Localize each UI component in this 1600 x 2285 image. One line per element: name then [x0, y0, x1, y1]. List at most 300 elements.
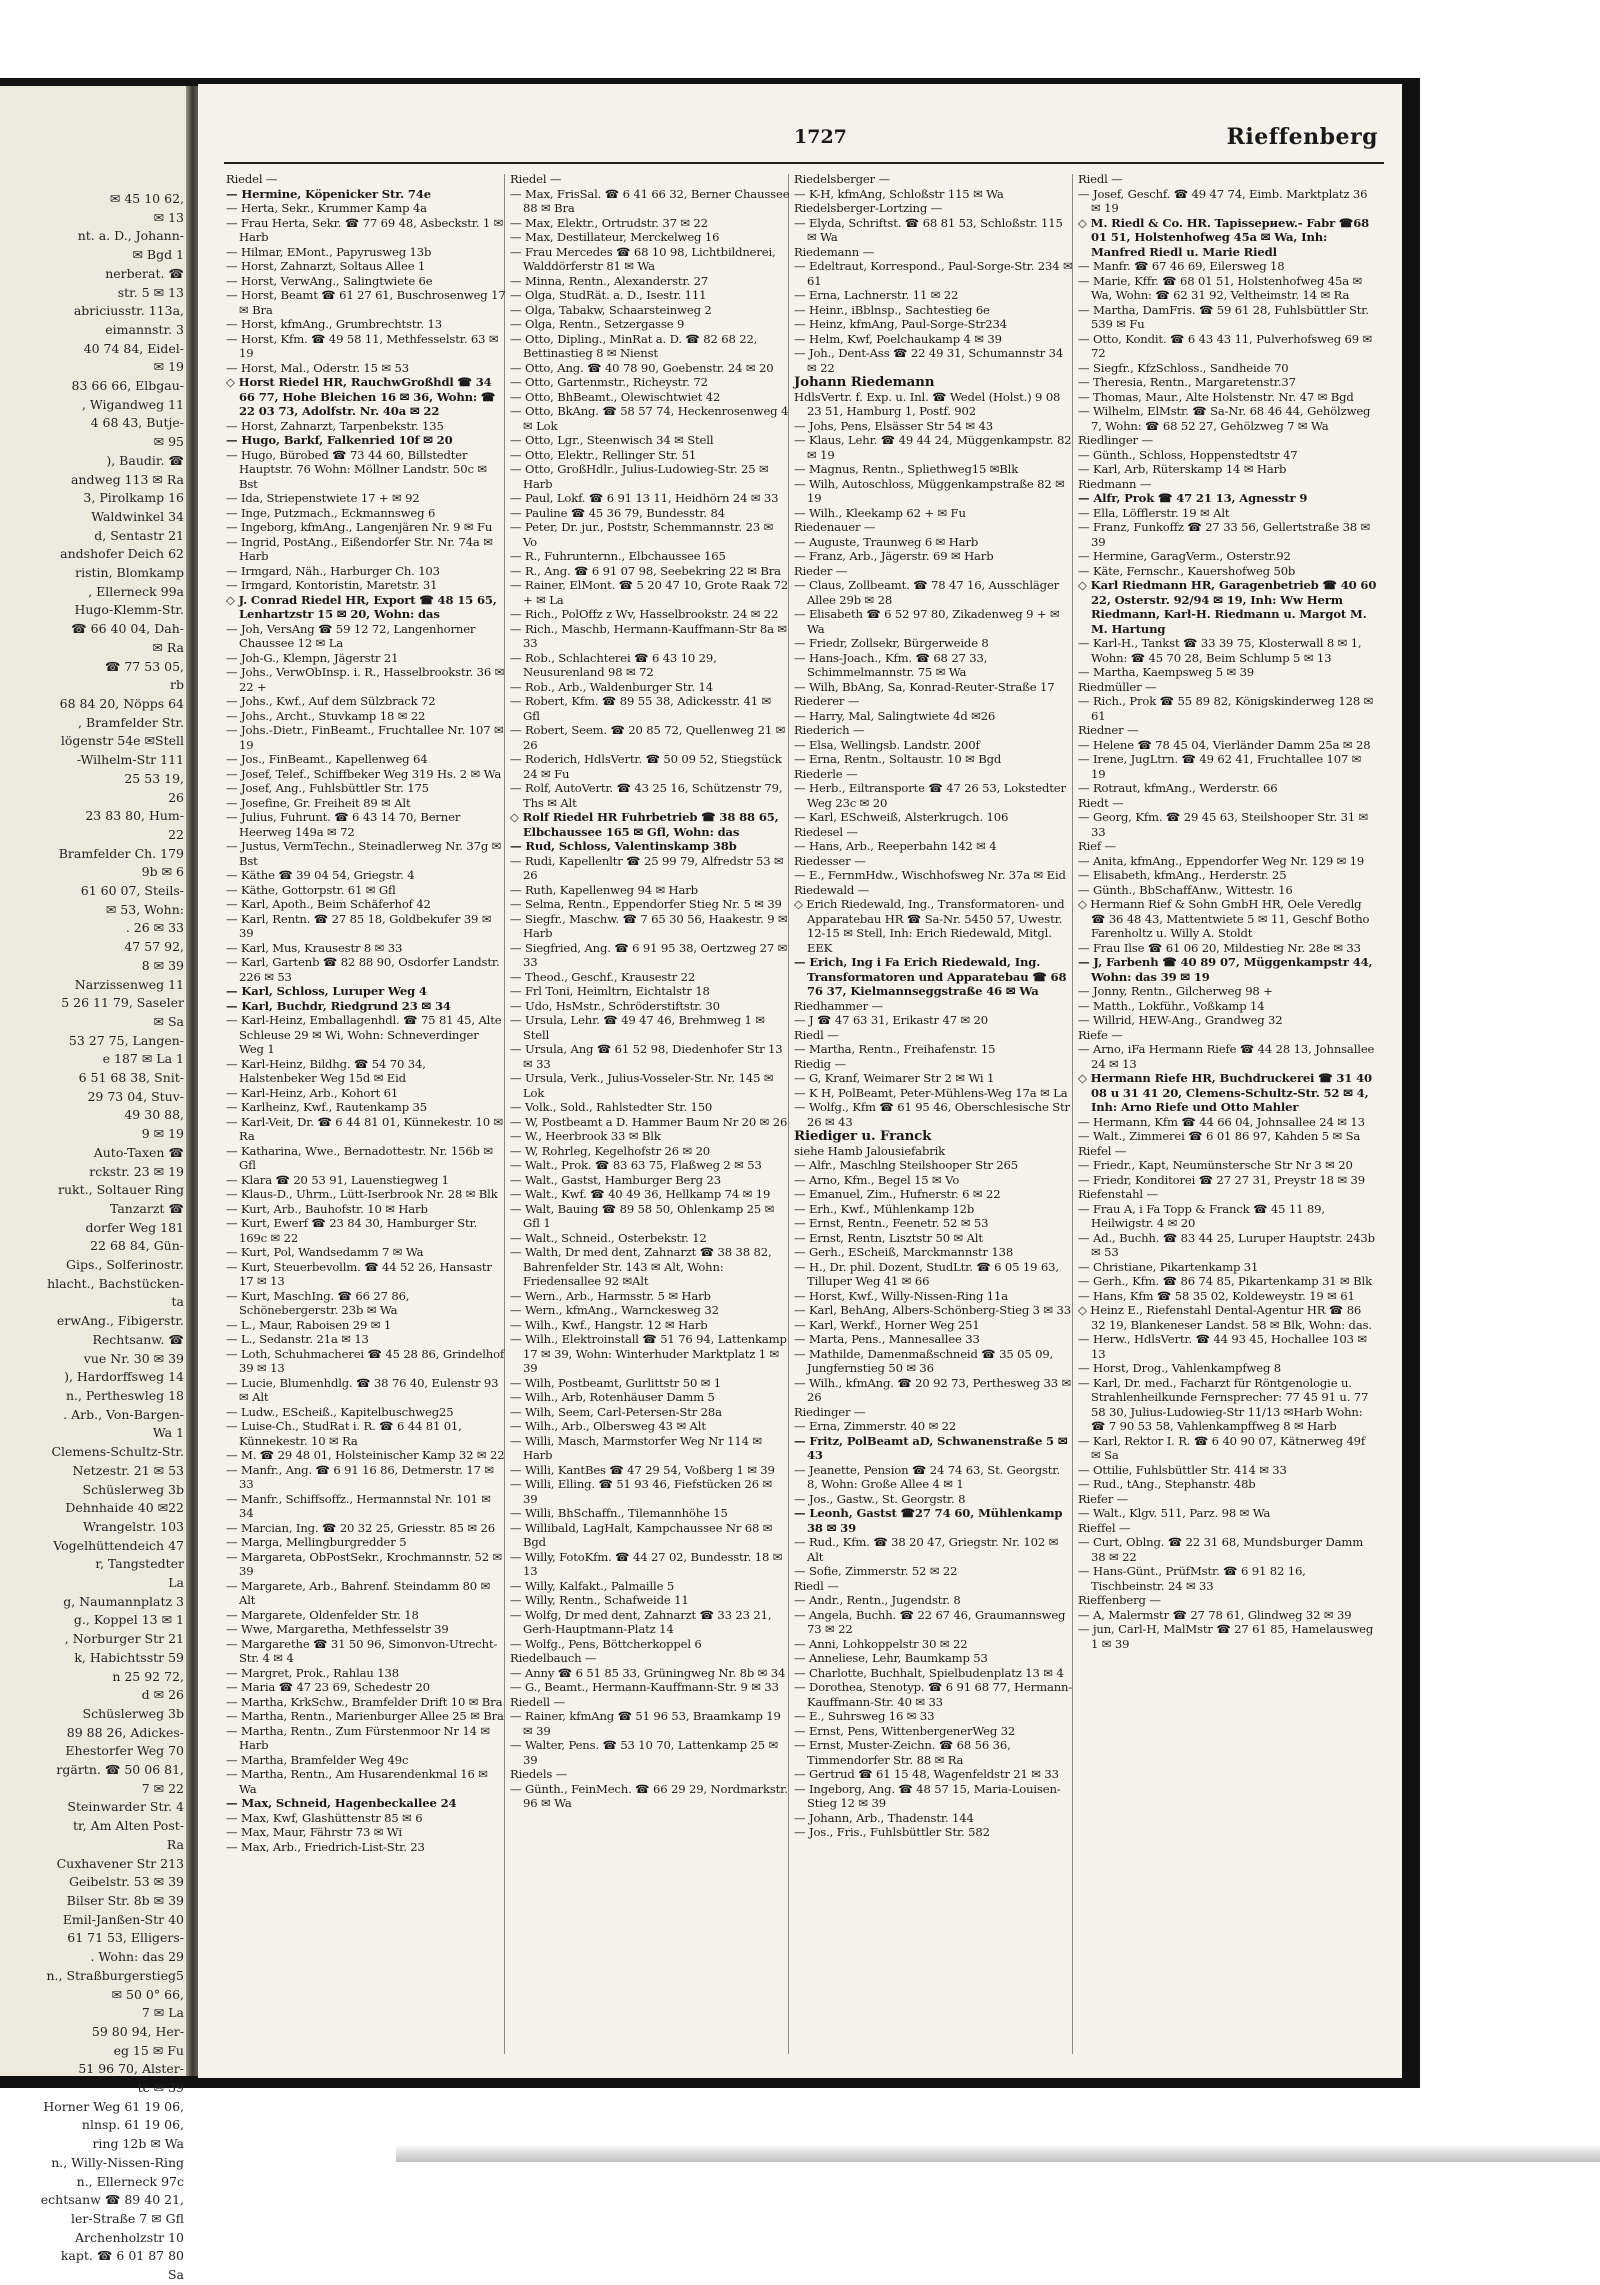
directory-entry: — Erna, Rentn., Soltaustr. 10 ✉ Bgd — [794, 752, 1002, 766]
directory-entry: ◇ Karl Riedmann HR, Garagenbetrieb ☎ 40 60 22, Osterstr. 92/94 ✉ 19, Inh: Ww Herm Riedmann, Karl-H. Riedmann u. Margot M. M. Hartung — [1078, 578, 1377, 636]
left-page-line: Horner Weg 61 19 06, — [43, 2098, 184, 2114]
directory-entry: — Karl-Veit, Dr. ☎ 6 44 81 01, Künnekestr. 10 ✉ Ra — [226, 1114, 504, 1143]
left-page-line: ler-Straße 7 ✉ Gfl — [70, 2210, 184, 2226]
directory-entry: — Martha, Rentn., Zum Fürstenmoor Nr 14 ✉ Harb — [226, 1723, 490, 1752]
directory-entry: — Johs, Pens, Elsässer Str 54 ✉ 43 — [794, 418, 993, 433]
directory-entry: — R., Ang. ☎ 6 91 07 98, Seebekring 22 ✉ Bra — [510, 563, 781, 578]
left-page-line: n., Willy-Nissen-Ring — [51, 2154, 184, 2170]
directory-entry: — Wilh., Elektroinstall ☎ 51 76 94, Lattenkamp 17 ✉ 39, Wohn: Winterhuder Marktplatz 1 ✉ 39 — [510, 1332, 787, 1375]
left-page-line: lögenstr 54e ✉Stell — [60, 733, 184, 749]
left-page-line: 61 60 07, Steils- — [80, 883, 184, 899]
left-page-line: Steinwarder Str. 4 — [67, 1799, 184, 1815]
directory-entry: — Robert, Seem. ☎ 20 85 72, Quellenweg 21 ✉ 26 — [510, 723, 786, 752]
directory-entry: — Ernst, Pens, WittenbergenerWeg 32 — [794, 1723, 1016, 1738]
directory-entry: — Siegfried, Ang. ☎ 6 91 95 38, Oertzweg 27 ✉ 33 — [510, 940, 788, 969]
left-page-line: 7 ✉ La — [141, 2005, 184, 2021]
directory-entry: — Willy, Rentn., Schafweide 11 — [510, 1593, 689, 1607]
directory-entry: ◇ Rolf Riedel HR Fuhrbetrieb ☎ 38 88 65, Elbchaussee 165 ✉ Gfl, Wohn: das — [510, 810, 779, 839]
left-page-line: g, Naumannplatz 3 — [63, 1593, 184, 1609]
directory-entry: — Ingeborg, Ang. ☎ 48 57 15, Maria-Louisen-Stieg 12 ✉ 39 — [794, 1781, 1061, 1810]
directory-entry: — Justus, VermTechn., Steinadlerweg Nr. 37g ✉ Bst — [226, 839, 502, 868]
directory-entry: — Jonny, Rentn., Gilcherweg 98 + — [1078, 984, 1273, 998]
left-page-line: ), Baudir. ☎ — [106, 452, 184, 468]
left-page-line: nerberat. ☎ — [105, 265, 184, 281]
directory-entry: — Wilh., kfmAng. ☎ 20 92 73, Perthesweg 33 ✉ 26 — [794, 1375, 1072, 1404]
directory-entry: — Dorothea, Stenotyp. ☎ 6 91 68 77, Hermann-Kauffmann-Str. 40 ✉ 33 — [794, 1680, 1073, 1709]
left-page-line: rukt., Soltauer Ring — [58, 1182, 184, 1198]
left-page-line: vue Nr. 30 ✉ 39 — [83, 1350, 184, 1366]
left-page-line: Narzissenweg 11 — [74, 976, 184, 992]
directory-entry: — H., Dr. phil. Dozent, StudLtr. ☎ 6 05 19 63, Tilluper Weg 41 ✉ 66 — [794, 1259, 1059, 1288]
directory-entry: — L., Sedanstr. 21a ✉ 13 — [226, 1332, 369, 1346]
directory-entry: Riedel — — [510, 172, 562, 186]
directory-entry: — Karl, Werkf., Horner Weg 251 — [794, 1317, 980, 1332]
directory-entry: — Anni, Lohkoppelstr 30 ✉ 22 — [794, 1636, 968, 1651]
directory-entry: — Auguste, Traunweg 6 ✉ Harb — [794, 534, 979, 549]
directory-entry: Riefer — — [1078, 1491, 1129, 1506]
directory-entry: — Alfr., Maschlng Steilshooper Str 265 — [794, 1158, 1018, 1172]
directory-entry: — Willi, BhSchaffn., Tilemannhöhe 15 — [510, 1506, 728, 1520]
left-page-line: rckstr. 23 ✉ 19 — [89, 1163, 184, 1179]
left-page-line: ta — [171, 1294, 184, 1310]
directory-heading: Riediger u. Franck — [794, 1128, 932, 1144]
left-page-line: g., Koppel 13 ✉ 1 — [73, 1612, 184, 1628]
left-page-line: ✉ 50 0° 66, — [111, 1986, 184, 2002]
directory-entry: — Martha, Rentn., Freihafenstr. 15 — [794, 1042, 996, 1056]
directory-entry: Riedels — — [510, 1767, 568, 1781]
directory-entry: ◇ M. Riedl & Co. HR. Tapissериew.- Fabr ☎68 01 51, Holstenhofweg 45a ✉ Wa, Inh: Manfred Riedl u. Marie Riedl — [1078, 215, 1370, 259]
left-page-line: . 26 ✉ 33 — [125, 920, 184, 936]
left-page-line: . Wohn: das 29 — [90, 1949, 184, 1965]
directory-entry: — Horst, Drog., Vahlenkampfweg 8 — [1078, 1361, 1282, 1375]
directory-entry: — Rob., Arb., Waldenburger Str. 14 — [510, 679, 713, 694]
directory-entry: — Margarete, Oldenfelder Str. 18 — [226, 1607, 419, 1622]
page-name-range: Rieffenberg — [1226, 124, 1378, 150]
left-page-line: kapt. ☎ 6 01 87 80 — [60, 2248, 184, 2264]
directory-entry: — Günth., Schloss, Hoppenstedtstr 47 — [1078, 447, 1298, 462]
directory-entry: — Klara ☎ 20 53 91, Lauenstiegweg 1 — [226, 1172, 449, 1187]
left-page-line: erwAng., Fibigerstr. — [56, 1313, 184, 1329]
directory-entry: — Joh-G., Klempn, Jägerstr 21 — [226, 650, 399, 665]
directory-entry: Riedesel — — [794, 824, 858, 839]
directory-entry: — Olga, StudRät. a. D., Isestr. 111 — [510, 288, 707, 302]
left-page-line: echtsanw ☎ 89 40 21, — [40, 2192, 184, 2208]
left-page-line: nlnsp. 61 19 06, — [81, 2117, 184, 2133]
directory-entry: — Rainer, ElMont. ☎ 5 20 47 10, Grote Raak 72 + ✉ La — [510, 578, 789, 607]
left-page-line: d ✉ 26 — [141, 1687, 184, 1703]
left-page-line: Emil-Janßen-Str 40 — [62, 1911, 184, 1927]
left-page-line: str. 5 ✉ 13 — [117, 284, 184, 300]
directory-entry: — Rich., Prok ☎ 55 89 82, Königskinderweg 128 ✉ 61 — [1078, 694, 1374, 723]
directory-entry: — Karl, Arb, Rüterskamp 14 ✉ Harb — [1078, 462, 1287, 476]
directory-entry: — Heinz, kfmAng, Paul-Sorge-Str234 — [794, 317, 1007, 331]
directory-entry: — Otto, BhBeamt., Olewischtwiet 42 — [510, 389, 721, 404]
directory-entry: — Hugo, Bürobed ☎ 73 44 60, Billstedter Hauptstr. 76 Wohn: Möllner Landstr. 50c ✉ Bst — [226, 447, 487, 491]
directory-entry: — E., Suhrsweg 16 ✉ 33 — [794, 1709, 935, 1723]
left-page-line: ✉ 95 — [153, 434, 184, 450]
directory-entry: — Margret, Prok., Rahlau 138 — [226, 1665, 399, 1680]
directory-entry: — Alfr, Prok ☎ 47 21 13, Agnesstr 9 — [1078, 491, 1308, 505]
left-page-line: 9 ✉ 19 — [141, 1126, 184, 1142]
directory-entry: — Walt., Kwf. ☎ 40 49 36, Hellkamp 74 ✉ 19 — [510, 1187, 771, 1201]
left-page-line: Waldwinkel 34 — [91, 508, 184, 524]
directory-entry: — Lucie, Blumenhdlg. ☎ 38 76 40, Eulenstr 93 ✉ Alt — [226, 1375, 499, 1404]
directory-entry: — Paul, Lokf. ☎ 6 91 13 11, Heidhörn 24 ✉ 33 — [510, 491, 779, 505]
directory-entry: — Elyda, Schriftst. ☎ 68 81 53, Schloßstr. 115 ✉ Wa — [794, 215, 1063, 244]
left-page-line: ring 12b ✉ Wa — [92, 2136, 184, 2152]
directory-entry: — Emanuel, Zim., Hufnerstr. 6 ✉ 22 — [794, 1187, 1001, 1201]
directory-entry: — Horst, Zahnarzt, Soltaus Allee 1 — [226, 259, 426, 273]
directory-entry: — Herb., Eiltransporte ☎ 47 26 53, Lokstedter Weg 23c ✉ 20 — [794, 781, 1066, 810]
directory-entry: — Anneliese, Lehr, Baumkamp 53 — [794, 1651, 988, 1665]
directory-entry: — Franz, Funkoffz ☎ 27 33 56, Gellertstraße 38 ✉ 39 — [1078, 520, 1371, 549]
directory-entry: — Marcian, Ing. ☎ 20 32 25, Griesstr. 85 ✉ 26 — [226, 1520, 495, 1535]
directory-entry: — Hugo, Barkf, Falkenried 10f ✉ 20 — [226, 433, 453, 447]
directory-entry: Riefenstahl — — [1078, 1187, 1158, 1201]
directory-entry: — Karl, ESchweiß, Alsterkrugch. 106 — [794, 810, 1009, 824]
directory-entry: — Georg, Kfm. ☎ 29 45 63, Steilshooper Str. 31 ✉ 33 — [1078, 810, 1369, 839]
directory-entry: — Horst, Kwf., Willy-Nissen-Ring 11a — [794, 1288, 1008, 1303]
left-page-line: n 25 92 72, — [112, 1668, 184, 1684]
directory-entry: — Wilh., Kleekamp 62 + ✉ Fu — [794, 505, 966, 520]
directory-entry: — Ursula, Verk., Julius-Vosseler-Str. Nr. 145 ✉ Lok — [510, 1071, 774, 1100]
directory-entry: — Erna, Zimmerstr. 40 ✉ 22 — [794, 1419, 957, 1433]
directory-entry: — Martha, Rentn., Am Husarendenkmal 16 ✉ Wa — [226, 1767, 488, 1796]
directory-entry: — Karl, Dr. med., Facharzt für Röntgenologie u. Strahlenheilkunde Fernsprecher: 77 45 91 u. 77 58 30, Julius-Ludowieg-Str 11/13 ✉Harb Wohn: ☎ 7 90 53 58, Vahlenkampffweg 8 ✉ Harb — [1078, 1375, 1369, 1433]
directory-entry: — Claus, Zollbeamt. ☎ 78 47 16, Ausschläger Allee 29b ✉ 28 — [794, 578, 1060, 607]
directory-entry: — Ruth, Kapellenweg 94 ✉ Harb — [510, 882, 698, 897]
directory-entry: — Herw., HdlsVertr. ☎ 44 93 45, Hochallee 103 ✉ 13 — [1078, 1332, 1367, 1361]
directory-entry: — Wilh., Arb, Rotenhäuser Damm 5 — [510, 1390, 715, 1404]
directory-entry: Riedesser — — [794, 853, 866, 868]
directory-entry: — Martha, Rentn., Marienburger Allee 25 ✉ Bra — [226, 1709, 504, 1723]
directory-entry: — Siegfr., KfzSchloss., Sandheide 70 — [1078, 360, 1289, 375]
directory-entry: — Otto, GroßHdlr., Julius-Ludowieg-Str. 25 ✉ Harb — [510, 462, 769, 491]
directory-entry: — Josef, Geschf. ☎ 49 47 74, Eimb. Marktplatz 36 ✉ 19 — [1078, 186, 1368, 215]
directory-entry: — Irmgard, Kontoristin, Maretstr. 31 — [226, 578, 438, 592]
directory-entry: — Christiane, Pikartenkamp 31 — [1078, 1259, 1259, 1274]
directory-entry: — Margarete, Arb., Bahrenf. Steindamm 80 ✉ Alt — [226, 1578, 491, 1607]
directory-entry: — Martha, DamFris. ☎ 59 61 28, Fuhlsbüttler Str. 539 ✉ Fu — [1078, 302, 1369, 331]
left-page-line: Schüslerweg 3b — [82, 1705, 184, 1721]
left-page-line: ✉ Bgd 1 — [132, 247, 184, 263]
left-page-line: 22 — [168, 826, 184, 842]
left-page-line: Vogelhüttendeich 47 — [53, 1537, 184, 1553]
directory-entry: — Ernst, Rentn, Lisztstr 50 ✉ Alt — [794, 1230, 983, 1245]
directory-entry: — Hans-Günt., PrüfMstr. ☎ 6 91 82 16, Tischbeinstr. 24 ✉ 33 — [1078, 1564, 1306, 1593]
directory-entry: — Jos., Gastw., St. Georgstr. 8 — [794, 1491, 966, 1506]
directory-entry: — Edeltraut, Korrespond., Paul-Sorge-Str. 234 ✉ 61 — [794, 259, 1073, 288]
directory-entry: Rieffenberg — — [1078, 1593, 1161, 1607]
directory-entry: — Gerh., EScheiß, Marckmannstr 138 — [794, 1245, 1014, 1259]
left-page-line: n., Ellerneck 97c — [76, 2173, 184, 2189]
left-page-line: 51 96 70, Alster- — [78, 2061, 184, 2077]
directory-entry: — Walt, Bauing ☎ 89 58 50, Ohlenkamp 25 ✉ Gfl 1 — [510, 1201, 775, 1230]
directory-entry: — Walt., Prok. ☎ 83 63 75, Flaßweg 2 ✉ 53 — [510, 1158, 762, 1172]
directory-entry: — Otto, Gartenmstr., Richeystr. 72 — [510, 375, 708, 389]
directory-entry: — Karl, Mus, Krausestr 8 ✉ 33 — [226, 940, 403, 955]
directory-entry: — Elsa, Wellingsb. Landstr. 200f — [794, 737, 980, 752]
directory-entry: — Hermine, GaragVerm., Osterstr.92 — [1078, 549, 1291, 563]
left-page-line: 6 51 68 38, Snit- — [78, 1070, 184, 1086]
directory-entry: — Günth., BbSchaffAnw., Wittestr. 16 — [1078, 882, 1293, 897]
directory-entry: — Peter, Dr. jur., Poststr, Schemmannstr. 23 ✉ Vo — [510, 520, 774, 549]
directory-entry: Riedlinger — — [1078, 433, 1153, 447]
directory-entry: — Erh., Kwf., Mühlenkamp 12b — [794, 1201, 975, 1216]
directory-entry: ◇ Hermann Riefe HR, Buchdruckerei ☎ 31 40 08 u 31 41 20, Clemens-Schultz-Str. 52 ✉ 4, Inh: Arno Riefe und Otto Mahler — [1078, 1071, 1372, 1114]
directory-entry: — Klaus-D., Uhrm., Lütt-Iserbrook Nr. 28 ✉ Blk — [226, 1187, 498, 1201]
directory-entry: — K-H, kfmAng, Schloßstr 115 ✉ Wa — [794, 186, 1004, 201]
directory-entry: Riedell — — [510, 1694, 565, 1709]
directory-entry: — Matth., Lokführ., Voßkamp 14 — [1078, 998, 1265, 1013]
directory-entry: — Mathilde, Damenmaßschneid ☎ 35 05 09, Jungfernstieg 50 ✉ 36 — [794, 1346, 1054, 1375]
directory-entry: — Hans, Arb., Reeperbahn 142 ✉ 4 — [794, 839, 997, 853]
left-page-line: 40 74 84, Eidel- — [83, 340, 184, 356]
directory-entry: — Ad., Buchh. ☎ 83 44 25, Luruper Hauptstr. 243b ✉ 53 — [1078, 1230, 1375, 1259]
directory-entry: — Otto, Elektr., Rellinger Str. 51 — [510, 447, 697, 462]
directory-entry: — Rainer, kfmAng ☎ 51 96 53, Braamkamp 19 ✉ 39 — [510, 1709, 781, 1738]
directory-entry: — Ursula, Ang ☎ 61 52 98, Diedenhofer Str 13 ✉ 33 — [510, 1042, 783, 1071]
directory-entry: — Katharina, Wwe., Bernadottestr. Nr. 156b ✉ Gfl — [226, 1143, 493, 1172]
directory-entry: — Erich, Ing i Fa Erich Riedewald, Ing. Transformatoren und Apparatebau ☎ 68 76 37, Kielmannseggstraße 46 ✉ Wa — [794, 955, 1067, 998]
directory-entry: — Theresia, Rentn., Margaretenstr.37 — [1078, 375, 1296, 389]
directory-entry: ◇ Hermann Rief & Sohn GmbH HR, Oele Veredlg ☎ 36 48 43, Mattentwiete 5 ✉ 11, Geschf Botho Farenholtz u. Willy A. Stoldt — [1078, 897, 1370, 940]
directory-entry: — Frau A, i Fa Topp & Franck ☎ 45 11 89, Heilwigstr. 4 ✉ 20 — [1078, 1201, 1325, 1230]
directory-entry: Rieder — — [794, 563, 848, 578]
directory-entry: — Rotraut, kfmAng., Werderstr. 66 — [1078, 781, 1278, 795]
header-rule — [224, 162, 1384, 164]
directory-entry: — Walt., Schneid., Osterbekstr. 12 — [510, 1230, 707, 1245]
directory-entry: — Horst, Kfm. ☎ 49 58 11, Methfesselstr. 63 ✉ 19 — [226, 331, 499, 360]
left-page-line: Clemens-Schultz-Str. — [51, 1444, 184, 1460]
directory-entry: — Wilh., Kwf., Hangstr. 12 ✉ Harb — [510, 1317, 708, 1332]
directory-entry: — Erna, Lachnerstr. 11 ✉ 22 — [794, 288, 959, 302]
directory-entry: ◇ J. Conrad Riedel HR, Export ☎ 48 15 65, Lenhartzstr 15 ✉ 20, Wohn: das — [226, 592, 497, 621]
directory-entry: — Rudi, Kapellenltr ☎ 25 99 79, Alfredstr 53 ✉ 26 — [510, 853, 784, 882]
directory-entry: — Josef, Ang., Fuhlsbüttler Str. 175 — [226, 781, 429, 795]
left-page-line: abriciusstr. 113a, — [73, 303, 184, 319]
directory-entry: — Leonh, Gastst ☎27 74 60, Mühlenkamp 38 ✉ 39 — [794, 1506, 1063, 1535]
directory-entry: — Max, Schneid, Hagenbeckallee 24 — [226, 1796, 457, 1810]
directory-entry: Riedhammer — — [794, 998, 883, 1013]
directory-entry: — Ingeborg, kfmAng., Langenjären Nr. 9 ✉ Fu — [226, 520, 493, 534]
left-page-line: Geibelstr. 53 ✉ 39 — [69, 1874, 184, 1890]
left-page-line: Bilser Str. 8b ✉ 39 — [66, 1892, 184, 1908]
left-page-line: nt. a. D., Johann- — [77, 228, 184, 244]
directory-entry: — Rud., Kfm. ☎ 38 20 47, Griegstr. Nr. 102 ✉ Alt — [794, 1535, 1059, 1564]
directory-entry: — Rud., tAng., Stephanstr. 48b — [1078, 1477, 1256, 1491]
left-page-line: dorfer Weg 181 — [85, 1219, 184, 1235]
directory-entry: — Max, Arb., Friedrich-List-Str. 23 — [226, 1839, 425, 1854]
left-page-line: ristin, Blomkamp — [75, 565, 184, 581]
left-page-line: tr, Am Alten Post- — [73, 1818, 184, 1834]
left-page-line: 3, Pirolkamp 16 — [83, 490, 184, 506]
directory-entry: — Karl, Buchdr, Riedgrund 23 ✉ 34 — [226, 998, 451, 1013]
directory-entry: Riedl — — [1078, 172, 1123, 186]
directory-entry: — Johs.-Dietr., FinBeamt., Fruchtallee Nr. 107 ✉ 19 — [226, 723, 504, 752]
directory-entry: — W, Rohrleg, Kegelhofstr 26 ✉ 20 — [510, 1143, 711, 1158]
directory-entry: — Elisabeth ☎ 6 52 97 80, Zikadenweg 9 + ✉ Wa — [794, 607, 1060, 636]
directory-entry: — E., FernmHdw., Wischhofsweg Nr. 37a ✉ Eid — [794, 868, 1066, 882]
left-page-line: ✉ 13 — [153, 209, 184, 225]
directory-entry: — K H, PolBeamt, Peter-Mühlens-Weg 17a ✉ La — [794, 1085, 1068, 1100]
left-page-line: 25 53 19, — [124, 770, 184, 786]
left-page-line: rb — [170, 677, 184, 693]
directory-entry: — Frau Ilse ☎ 61 06 20, Mildestieg Nr. 28e ✉ 33 — [1078, 940, 1361, 955]
directory-entry: — Luise-Ch., StudRat i. R. ☎ 6 44 81 01, Künnekestr. 10 ✉ Ra — [226, 1419, 462, 1448]
directory-entry: — Wilhelm, ElMstr. ☎ Sa-Nr. 68 46 44, Gehölzweg 7, Wohn: ☎ 68 52 27, Gehölzweg 7 ✉ Wa — [1078, 404, 1371, 433]
directory-entry: — Wern., Arb., Harmsstr. 5 ✉ Harb — [510, 1288, 711, 1303]
left-page-line: -Wilhelm-Str 111 — [76, 752, 184, 768]
left-page-fragment — [0, 86, 188, 2283]
page-number: 1727 — [794, 126, 847, 148]
directory-entry: — Jeanette, Pension ☎ 24 74 63, St. Georgstr. 8, Wohn: Große Allee 4 ✉ 1 — [794, 1462, 1060, 1491]
directory-entry: — Hans-Joach., Kfm. ☎ 68 27 33, Schimmelmannstr. 75 ✉ Wa — [794, 650, 988, 679]
directory-column-3 — [794, 172, 1074, 2062]
directory-entry: Riedel — — [226, 172, 278, 186]
directory-entry: — Arno, Kfm., Begel 15 ✉ Vo — [794, 1172, 960, 1187]
directory-entry: — Wilh, Seem, Carl-Petersen-Str 28a — [510, 1404, 722, 1419]
directory-entry: — Willi, Elling. ☎ 51 93 46, Fiefstücken 26 ✉ 39 — [510, 1477, 773, 1506]
directory-entry: — Wilh, Autoschloss, Müggenkampstraße 82 ✉ 19 — [794, 476, 1065, 505]
directory-entry: — Max, Destillateur, Merckelweg 16 — [510, 230, 720, 244]
left-page-line: ✉ 45 10 62, — [109, 191, 184, 206]
directory-entry: — Otto, Kondit. ☎ 6 43 43 11, Pulverhofsweg 69 ✉ 72 — [1078, 331, 1373, 360]
directory-entry: Riedinger — — [794, 1404, 866, 1419]
directory-entry: — Wolfg., Pens, Böttcherkoppel 6 — [510, 1636, 702, 1651]
directory-entry: — Willi, KantBes ☎ 47 29 54, Voßberg 1 ✉ 39 — [510, 1462, 775, 1477]
directory-entry: Riedelsberger — — [794, 172, 890, 186]
left-page-line: r, Tangstedter — [95, 1556, 184, 1572]
directory-entry: Riedl — — [794, 1578, 839, 1593]
directory-entry: — L., Maur, Raboisen 29 ✉ 1 — [226, 1317, 392, 1332]
directory-entry: — Kurt, Steuerbevollm. ☎ 44 52 26, Hansastr 17 ✉ 13 — [226, 1259, 492, 1288]
left-page-line: n., Pertheswleg 18 — [65, 1388, 184, 1403]
left-page-line: ✉ Ra — [152, 639, 184, 655]
directory-entry: — Manfr. ☎ 67 46 69, Eilersweg 18 — [1078, 259, 1285, 273]
left-page-line: eg 15 ✉ Fu — [113, 2042, 184, 2058]
directory-entry: — Max, Kwf, Glashüttenstr 85 ✉ 6 — [226, 1810, 423, 1825]
directory-entry: — Pauline ☎ 45 36 79, Bundesstr. 84 — [510, 505, 725, 520]
left-page-line: 8 ✉ 39 — [141, 957, 184, 973]
directory-entry: — Horst, Zahnarzt, Tarpenbekstr. 135 — [226, 418, 444, 433]
directory-entry: — Friedr, Zollsekr, Bürgerweide 8 — [794, 636, 989, 650]
left-page-line: Auto-Taxen ☎ — [93, 1144, 184, 1160]
directory-heading: Johann Riedemann — [794, 374, 935, 390]
directory-entry: — Elisabeth, kfmAng., Herderstr. 25 — [1078, 868, 1287, 882]
left-page-line: 83 66 66, Elbgau- — [71, 378, 184, 394]
directory-entry: — Karl, Gartenb ☎ 82 88 90, Osdorfer Landstr. 226 ✉ 53 — [226, 955, 500, 984]
directory-entry: Riedelbauch — — [510, 1651, 597, 1665]
directory-entry: — Loth, Schuhmacherei ☎ 45 28 86, Grindelhof 39 ✉ 13 — [226, 1346, 505, 1375]
left-page-line: 68 84 20, Nöpps 64 — [59, 695, 184, 711]
directory-entry: — Ida, Striepenstwiete 17 + ✉ 92 — [226, 491, 420, 505]
directory-entry: — Hermine, Köpenicker Str. 74e — [226, 186, 431, 201]
directory-entry: — Selma, Rentn., Eppendorfer Stieg Nr. 5 ✉ 39 — [510, 897, 782, 911]
directory-entry: — Anny ☎ 6 51 85 33, Grüningweg Nr. 8b ✉ 34 — [510, 1665, 786, 1680]
directory-entry: — Kurt, Pol, Wandsedamm 7 ✉ Wa — [226, 1245, 424, 1259]
directory-entry: — Margareta, ObPostSekr., Krochmannstr. 52 ✉ 39 — [226, 1549, 503, 1578]
directory-entry: — Hermann, Kfm ☎ 44 66 04, Johnsallee 24 ✉ 13 — [1078, 1114, 1365, 1129]
directory-page — [198, 84, 1402, 2078]
left-page-line: d, Sentastr 21 — [94, 527, 184, 543]
left-page-line: Netzestr. 21 ✉ 53 — [72, 1462, 184, 1478]
left-page-line: , Norburger Str 21 — [64, 1631, 184, 1647]
directory-entry: — Otto, Dipling., MinRat a. D. ☎ 82 68 22, Bettinastieg 8 ✉ Nienst — [510, 331, 758, 360]
directory-entry: — Gerh., Kfm. ☎ 86 74 85, Pikartenkamp 31 ✉ Blk — [1078, 1274, 1372, 1288]
directory-entry: — Willi, Masch, Marmstorfer Weg Nr 114 ✉ Harb — [510, 1433, 762, 1462]
directory-entry: — Wilh, Postbeamt, Gurlittstr 50 ✉ 1 — [510, 1375, 722, 1390]
directory-entry: — Walt., Klgv. 511, Parz. 98 ✉ Wa — [1078, 1506, 1271, 1520]
left-page-line: 5 26 11 79, Saseler — [61, 995, 184, 1011]
directory-entry: — Josef, Telef., Schiffbeker Weg 319 Hs. 2 ✉ Wa — [226, 766, 502, 781]
directory-entry: — Friedr., Kapt, Neumünstersche Str Nr 3 ✉ 20 — [1078, 1158, 1353, 1172]
directory-entry: — Siegfr., Maschw. ☎ 7 65 30 56, Haakestr. 9 ✉ Harb — [510, 911, 788, 940]
left-page-line: Tanzarzt ☎ — [109, 1200, 184, 1216]
left-page-line: 49 30 88, — [124, 1107, 184, 1123]
directory-entry: — Thomas, Maur., Alte Holstenstr. Nr. 47 ✉ Bgd — [1078, 389, 1354, 404]
directory-entry: — Sofie, Zimmerstr. 52 ✉ 22 — [794, 1564, 958, 1578]
directory-entry: — Olga, Tabakw, Schaarsteinweg 2 — [510, 302, 712, 317]
directory-entry: — Walth, Dr med dent, Zahnarzt ☎ 38 38 82, Bahrenfelder Str. 143 ✉ Alt, Wohn: Friedensallee 92 ✉Alt — [510, 1245, 772, 1288]
directory-entry: — Helene ☎ 78 45 04, Vierländer Damm 25a ✉ 28 — [1078, 737, 1371, 752]
left-page-line: 7 ✉ 22 — [141, 1780, 184, 1796]
directory-entry: — R., Fuhrunternn., Elbchaussee 165 — [510, 549, 726, 563]
directory-entry: — Manfr., Schiffsoffz., Hermannstal Nr. 101 ✉ 34 — [226, 1491, 491, 1520]
left-page-line: ☎ 66 40 04, Dah- — [71, 621, 184, 637]
directory-entry: — Walt., Zimmerei ☎ 6 01 86 97, Kahden 5 ✉ Sa — [1078, 1129, 1361, 1143]
directory-entry: Riefe — — [1078, 1027, 1123, 1042]
left-page-line: Ehestorfer Weg 70 — [65, 1743, 184, 1759]
directory-entry: ◇ Heinz E., Riefenstahl Dental-Agentur HR ☎ 86 32 19, Blankeneser Landst. 58 ✉ Blk, Wohn: das. — [1078, 1303, 1372, 1332]
directory-entry: — Fritz, PolBeamt aD, Schwanenstraße 5 ✉ 43 — [794, 1433, 1068, 1462]
left-page-line: k, Habichtsstr 59 — [74, 1649, 184, 1665]
directory-entry: — Herta, Sekr., Krummer Kamp 4a — [226, 201, 427, 215]
directory-entry: HdlsVertr. f. Exp. u. Inl. ☎ Wedel (Holst.) 9 08 23 51, Hamburg 1, Postf. 902 — [794, 389, 1061, 418]
left-page-line: ✉ 19 — [153, 359, 184, 375]
directory-entry: — Helm, Kwf, Poelchaukamp 4 ✉ 39 — [794, 331, 1002, 346]
directory-entry: — Ingrid, PostAng., Eißendorfer Str. Nr. 74a ✉ Harb — [226, 534, 493, 563]
left-page-line: 9b ✉ 6 — [141, 864, 184, 880]
directory-entry: — Wilh., Arb., Olbersweg 43 ✉ Alt — [510, 1419, 706, 1433]
directory-entry: — Marie, Kffr. ☎ 68 01 51, Holstenhofweg 45a ✉ Wa, Wohn: ☎ 62 31 92, Veltheimstr. 14 ✉ Ra — [1078, 273, 1363, 302]
directory-entry: Riedig — — [794, 1056, 846, 1071]
left-page-line: ), Hardorffsweg 14 — [64, 1369, 184, 1385]
directory-entry: — Otto, Lgr., Steenwisch 34 ✉ Stell — [510, 433, 714, 447]
directory-entry: — Kurt, Arb., Bauhofstr. 10 ✉ Harb — [226, 1201, 428, 1216]
directory-entry: — Karl-Heinz, Arb., Kohort 61 — [226, 1085, 399, 1100]
directory-entry: — Otto, BkAng. ☎ 58 57 74, Heckenrosenweg 4 ✉ Lok — [510, 404, 789, 433]
directory-entry: — Gertrud ☎ 61 15 48, Wagenfeldstr 21 ✉ 33 — [794, 1767, 1059, 1781]
left-page-line: Schüslerweg 3b — [82, 1481, 184, 1497]
left-page-line: hlacht., Bachstücken- — [47, 1275, 184, 1291]
directory-entry: — Marta, Pens., Mannesallee 33 — [794, 1332, 980, 1346]
directory-entry: — Hilmar, EMont., Papyrusweg 13b — [226, 244, 432, 259]
directory-column-4 — [1078, 172, 1378, 2062]
directory-entry: — Charlotte, Buchhalt, Spielbudenplatz 13 ✉ 4 — [794, 1665, 1064, 1680]
directory-entry: — Wolfg, Dr med dent, Zahnarzt ☎ 33 23 21, Gerh-Hauptmann-Platz 14 — [510, 1607, 772, 1636]
directory-entry: — Rich., PolOffz z Wv, Hasselbrookstr. 24 ✉ 22 — [510, 607, 779, 621]
left-page-line: Gips., Solferinostr. — [66, 1257, 184, 1273]
directory-entry: — Walter, Pens. ☎ 53 10 70, Lattenkamp 25 ✉ 39 — [510, 1738, 779, 1767]
directory-entry: — Magnus, Rentn., Spliethweg15 ✉Blk — [794, 462, 1019, 476]
directory-entry: — Anita, kfmAng., Eppendorfer Weg Nr. 129 ✉ 19 — [1078, 853, 1365, 868]
directory-entry: — Willy, FotoKfm. ☎ 44 27 02, Bundesstr. 18 ✉ 13 — [510, 1549, 783, 1578]
left-page-lines — [4, 190, 184, 2285]
left-page-line: ✉ Sa — [153, 1013, 184, 1029]
directory-entry: — Irmgard, Näh., Harburger Ch. 103 — [226, 563, 440, 578]
left-page-line: tc ✉ 39 — [137, 2080, 184, 2096]
